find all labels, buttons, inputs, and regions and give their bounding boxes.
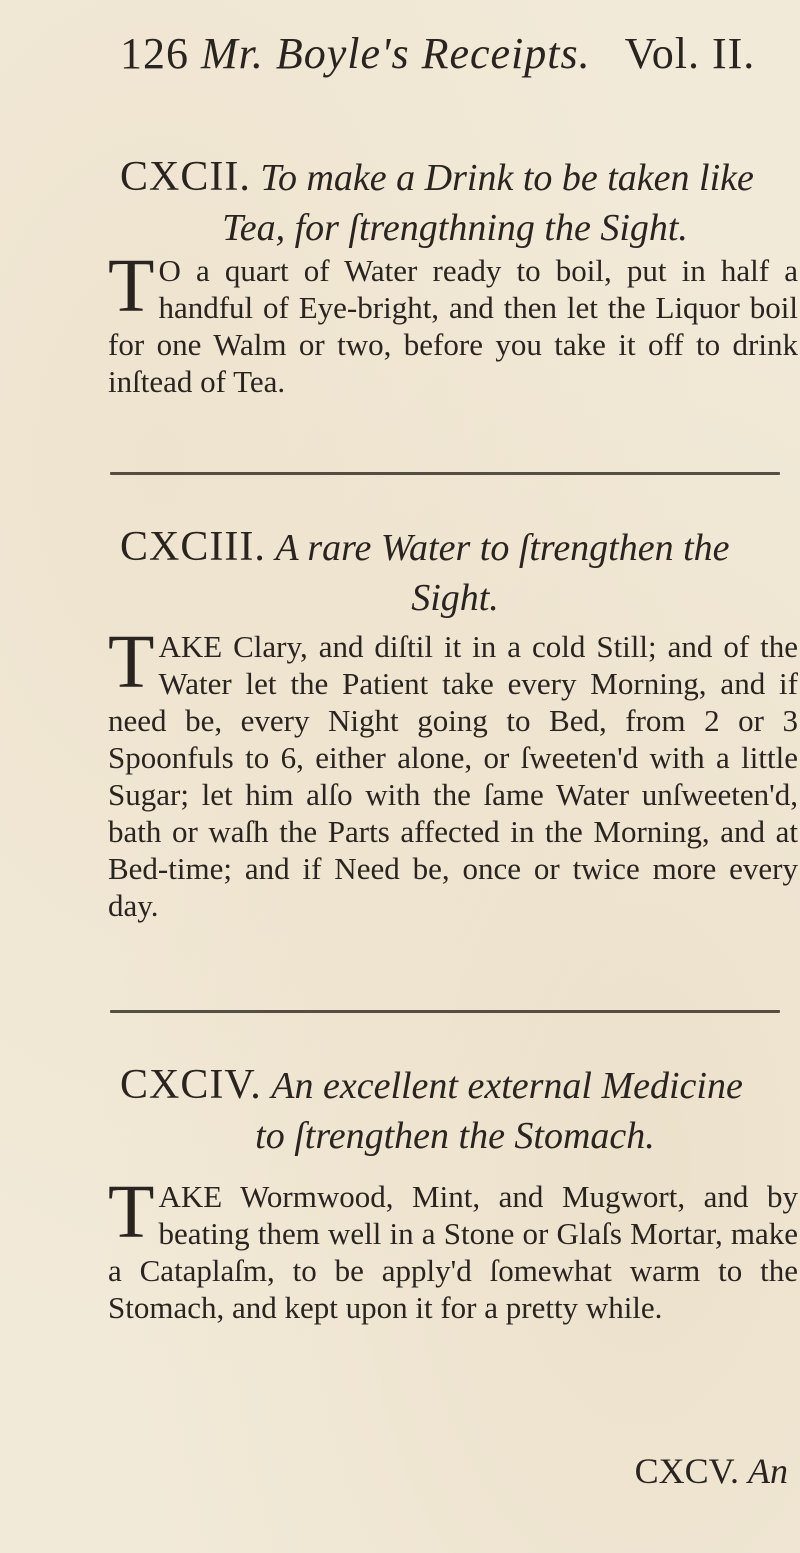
catchword-word: An [748, 1451, 788, 1491]
drop-capital: T [108, 620, 155, 704]
section-title-line2: to ſtrengthen the Stomach. [255, 1115, 655, 1157]
section-number: CXCIII. [120, 524, 266, 570]
section-title-line1: A rare Water to ſtrengthen the [275, 527, 730, 569]
section-number: CXCIV. [120, 1062, 262, 1108]
volume-label: Vol. II. [624, 29, 756, 78]
catchword-number: CXCV. [634, 1451, 739, 1491]
section-heading-cxciii [120, 522, 790, 623]
section-heading-cxcii [120, 152, 790, 253]
section-text: O a quart of Water ready to boil, put in half a handful of Eye-bright, and then let the Liquor boil for one Walm or two, before you take it off to drink inſtead of Tea. [108, 253, 798, 399]
drop-capital: T [108, 1170, 155, 1254]
section-divider [110, 1010, 780, 1013]
page-number: 126 [120, 29, 189, 78]
section-body-cxciv [108, 1170, 798, 1326]
running-head [120, 28, 780, 79]
section-text: AKE Wormwood, Mint, and Mugwort, and by beating them well in a Stone or Glaſs Mortar, make a Cataplaſm, to be apply'd ſomewhat warm to the Stomach, and kept upon it for a pretty while. [108, 1179, 798, 1325]
section-title-line2: Tea, for ſtrengthning the Sight. [222, 207, 688, 249]
section-title-line1: To make a Drink to be taken like [260, 157, 754, 199]
section-title-line1: An excellent external Medicine [271, 1065, 743, 1107]
section-number: CXCII. [120, 154, 251, 200]
section-body-cxciii [108, 620, 798, 924]
section-body-cxcii [108, 244, 798, 400]
book-title: Mr. Boyle's Receipts. [201, 29, 591, 78]
section-divider [110, 472, 780, 475]
drop-capital: T [108, 244, 155, 328]
catchword [635, 1450, 788, 1492]
section-heading-cxciv [120, 1060, 790, 1161]
section-title-line2: Sight. [411, 577, 499, 619]
section-text: AKE Clary, and diſtil it in a cold Still; and of the Water let the Patient take every Morning, and if need be, every Night going to Bed, from 2 or 3 Spoonfuls to 6, either alone, or ſweeten'd with a little Sugar; let him alſo with the ſame Water unſweeten'd, bath or waſh the Parts affected in the Morning, and at Bed-time; and if Need be, once or twice more every day. [108, 629, 798, 923]
